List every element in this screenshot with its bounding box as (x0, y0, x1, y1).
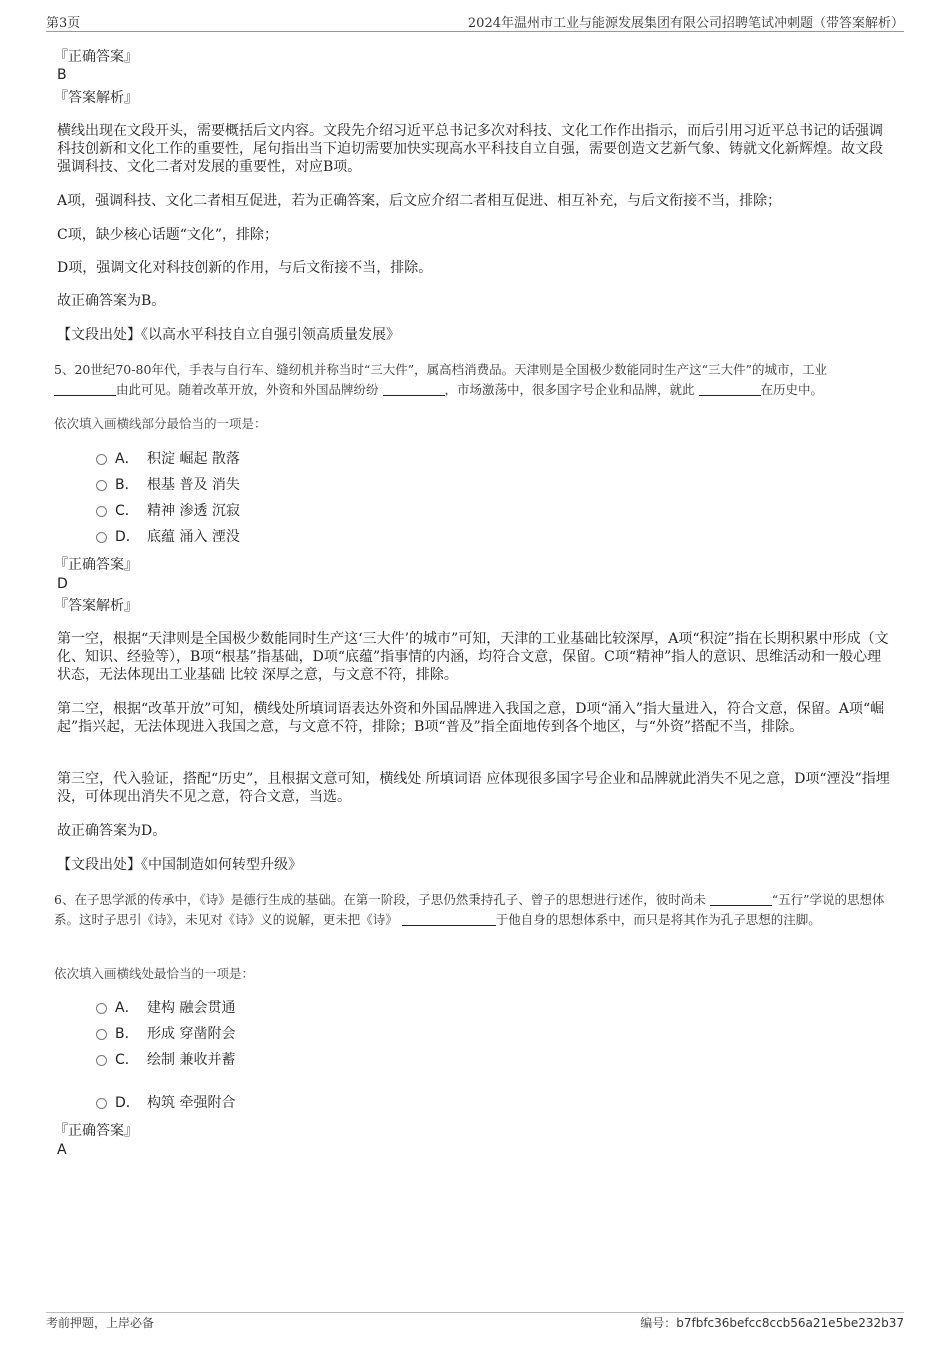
correct-answer-value: D (57, 576, 68, 592)
analysis-paragraph: D项，强调文化对科技创新的作用，与后文衔接不当，排除。 (57, 260, 433, 276)
question-instruction: 依次填入画横线处最恰当的一项是： (54, 966, 255, 981)
footer-divider (46, 1312, 904, 1313)
correct-answer-value: A (57, 1142, 67, 1158)
option-a[interactable]: A． 积淀 崛起 散落 (96, 450, 240, 468)
answer-blank (54, 383, 116, 396)
analysis-label: 『答案解析』 (54, 598, 138, 614)
source-line: 【文段出处】《中国制造如何转型升级》 (57, 857, 302, 873)
final-answer: 故正确答案为B。 (57, 293, 166, 309)
question-5-text: 5、20世纪70-80年代，手表与自行车、缝纫机并称当时“三大件”，属高档消费品。天津则是全国极少数能同时生产这“三大件”的城市，工业 由此可见。随着改革开放，外资和外国品牌纷纷 ，市场激荡中，很多国字号企业和品牌，就此 在历史中。 (54, 362, 827, 397)
option-c[interactable]: C． 精神 渗透 沉寂 (96, 502, 240, 520)
radio-icon[interactable] (96, 532, 107, 543)
answer-blank (710, 893, 772, 906)
option-a[interactable]: A． 建构 融会贯通 (96, 999, 235, 1017)
option-d[interactable]: D． 底蕴 涌入 湮没 (96, 528, 240, 546)
document-id: 编号：b7fbfc36befcc8ccb56a21e5be232b37 (640, 1316, 904, 1330)
page-number: 第3页 (46, 16, 81, 31)
analysis-label: 『答案解析』 (54, 90, 138, 106)
analysis-paragraph: 第一空，根据“天津则是全国极少数能同时生产这‘三大件’的城市”可知，天津的工业基础比较深厚，A项“积淀”指在长期积累中形成（文化、知识、经验等），B项“根基”指基础，D项“底蕴”指事情的内涵，均符合文意，保留。C项“精神”指人的意识、思维活动和一般心理状态，无法体现出工业基础 比较 深厚之意，与文意不符，排除。 (57, 631, 889, 683)
radio-icon[interactable] (96, 1003, 107, 1014)
analysis-paragraph: 第三空，代入验证，搭配“历史”，且根据文意可知，横线处 所填词语 应体现很多国字号企业和品牌就此消失不见之意，D项“湮没”指埋没，可体现出消失不见之意，符合文意，当选。 (57, 771, 890, 805)
option-b[interactable]: B． 形成 穿凿附会 (96, 1025, 235, 1043)
answer-blank (383, 383, 445, 396)
option-d[interactable]: D． 构筑 牵强附合 (96, 1094, 235, 1112)
analysis-paragraph: 第二空，根据“改革开放”可知，横线处所填词语表达外资和外国品牌进入我国之意，D项“涌入”指大量进入，符合文意，保留。A项“崛起”指兴起，无法体现进入我国之意，与文意不符，排除；B项“普及”指全面地传到各个地区，与“外资”搭配不当，排除。 (57, 701, 885, 735)
answer-blank (699, 383, 761, 396)
radio-icon[interactable] (96, 454, 107, 465)
radio-icon[interactable] (96, 1098, 107, 1109)
analysis-paragraph: 横线出现在文段开头，需要概括后文内容。文段先介绍习近平总书记多次对科技、文化工作作出指示，而后引用习近平总书记的话强调科技创新和文化工作的重要性，尾句指出当下迫切需要加快实现高水平科技自立自强，需要创造文艺新气象、铸就文化新辉煌。故文段强调科技、文化二者对发展的重要性，对应B项。 (57, 123, 883, 175)
radio-icon[interactable] (96, 506, 107, 517)
footer-slogan: 考前押题，上岸必备 (46, 1316, 155, 1330)
question-instruction: 依次填入画横线部分最恰当的一项是： (54, 416, 267, 431)
radio-icon[interactable] (96, 1055, 107, 1066)
analysis-paragraph: A项，强调科技、文化二者相互促进，若为正确答案，后文应介绍二者相互促进、相互补充，与后文衔接不当，排除； (57, 193, 782, 209)
final-answer: 故正确答案为D。 (57, 823, 167, 839)
correct-answer-label: 『正确答案』 (54, 557, 138, 573)
radio-icon[interactable] (96, 480, 107, 491)
correct-answer-label: 『正确答案』 (54, 49, 138, 65)
correct-answer-value: B (57, 67, 67, 83)
source-line: 【文段出处】《以高水平科技自立自强引领高质量发展》 (57, 327, 400, 343)
correct-answer-label: 『正确答案』 (54, 1123, 138, 1139)
option-c[interactable]: C． 绘制 兼收并蓄 (96, 1051, 235, 1069)
header-divider (46, 31, 904, 32)
radio-icon[interactable] (96, 1029, 107, 1040)
question-6-text: 6、在子思学派的传承中，《诗》是德行生成的基础。在第一阶段，子思仍然秉持孔子、曾子的思想进行述作，彼时尚未 “五行”学说的思想体系。这时子思引《诗》，未见对《诗》义的说解，更未把《诗》 于他自身的思想体系中，而只是将其作为孔子思想的注脚。 (54, 892, 885, 927)
document-title: 2024年温州市工业与能源发展集团有限公司招聘笔试冲刺题（带答案解析） (467, 16, 904, 31)
option-b[interactable]: B． 根基 普及 消失 (96, 476, 240, 494)
analysis-paragraph: C项，缺少核心话题“文化”，排除； (57, 227, 279, 243)
answer-blank (402, 913, 496, 926)
